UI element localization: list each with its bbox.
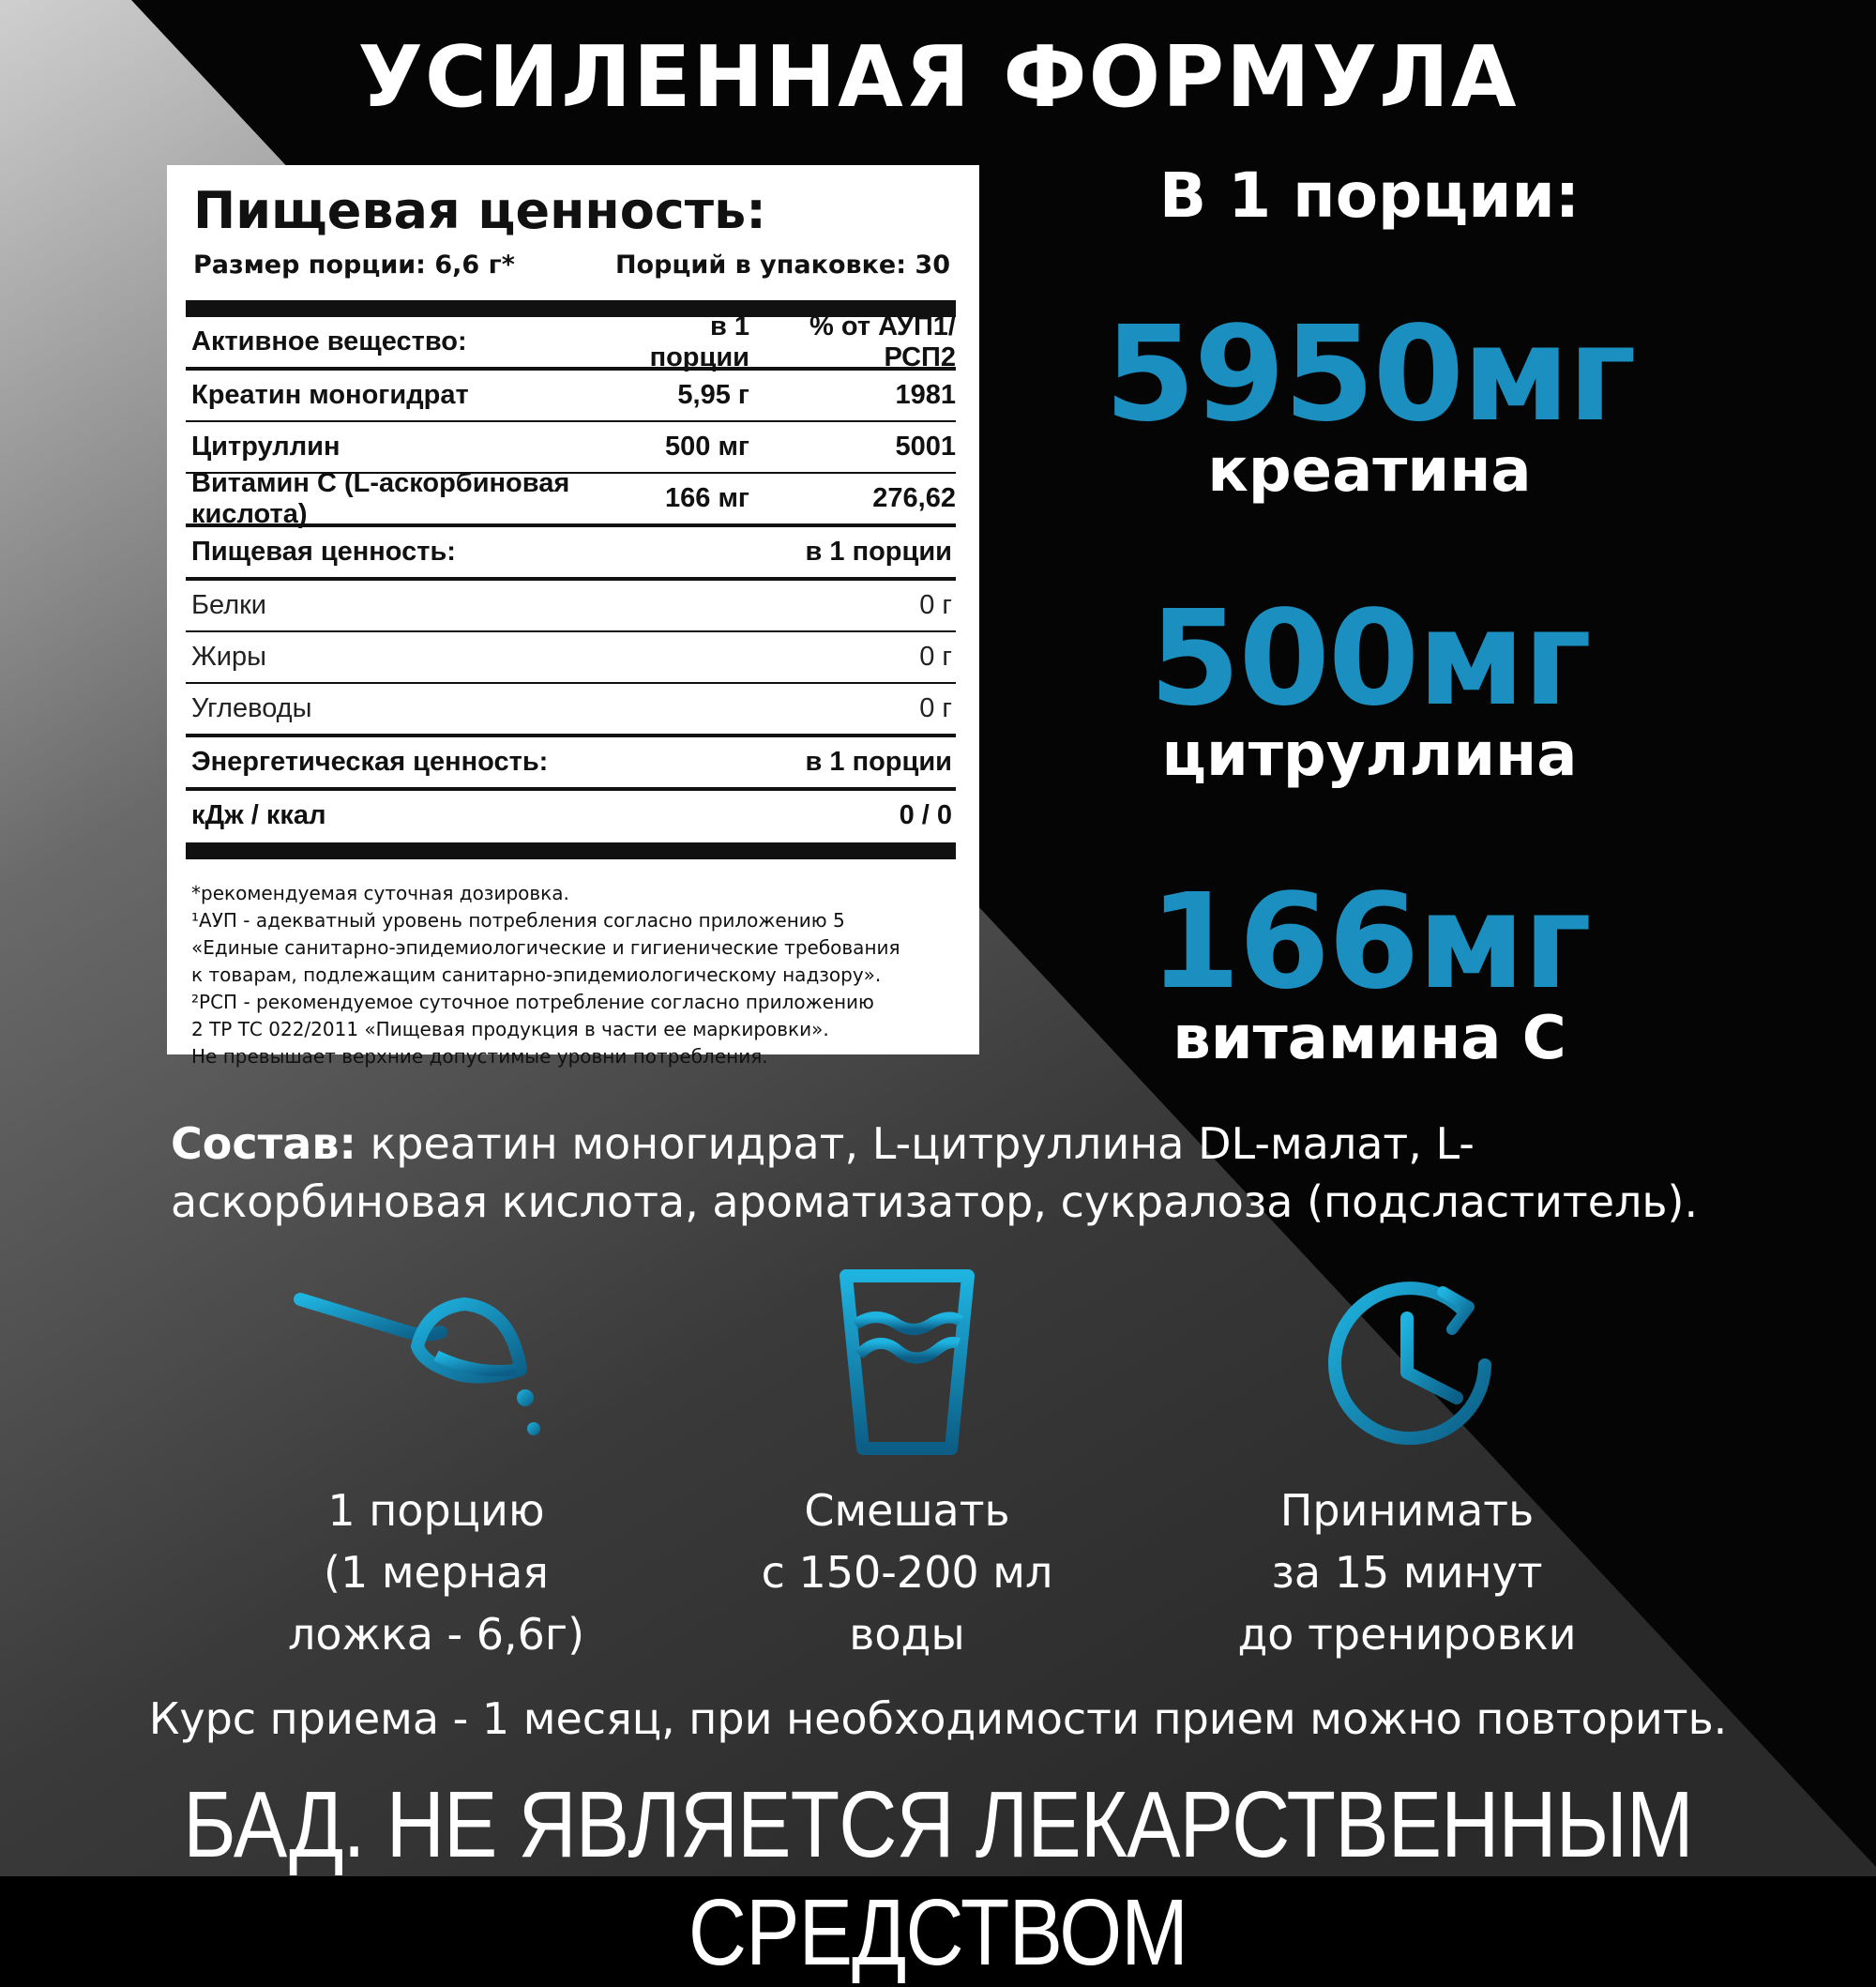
table-row (186, 581, 956, 632)
active-header-row (186, 311, 956, 372)
footnote-line: *рекомендуемая суточная дозировка. (191, 882, 569, 904)
active-header-name: Активное вещество: (191, 326, 467, 356)
energy-header-name: Энергетическая ценность: (191, 747, 549, 777)
per-portion-heading: В 1 порции: (1158, 159, 1581, 232)
composition-label: Состав: (171, 1118, 356, 1169)
footnote-line: ¹АУП - адекватный уровень потребления согласно приложению 5 (191, 909, 845, 932)
composition (171, 1115, 1765, 1231)
main-title: УСИЛЕННАЯ ФОРМУЛА (357, 28, 1519, 127)
nutrition-header-name: Пищевая ценность: (191, 537, 456, 567)
active-amount: 5,95 г (677, 380, 749, 410)
creatine-label: креатина (1207, 436, 1532, 506)
panel-title: Пищевая ценность: (193, 181, 766, 240)
active-amount: 166 мг (665, 483, 749, 513)
active-header-pct: % от АУП1/РСП2 (809, 311, 956, 372)
footnotes (186, 880, 956, 1070)
citrulline-label: цитруллина (1161, 720, 1578, 790)
divider-bar (186, 842, 956, 859)
servings-per-pack: Порций в упаковке: 30 (614, 250, 950, 280)
active-pct: 1981 (895, 380, 956, 410)
creatine-value: 5950мг (1104, 298, 1635, 451)
nutrition-panel (167, 165, 979, 1068)
active-name: Витамин С (L-аскорбиновая кислота) (191, 467, 570, 529)
composition-text: креатин моногидрат, L-цитруллина DL-малат, L-аскорбиновая кислота, ароматизатор, сукралоза (подсластитель). (171, 1118, 1699, 1227)
active-amount: 500 мг (665, 432, 749, 462)
nutrient-name: Жиры (191, 642, 266, 672)
vitamin-c-value: 166мг (1149, 866, 1590, 1019)
table-row (186, 632, 956, 684)
footnote-line: «Единые санитарно-эпидемиологические и гигиенические требования (191, 936, 900, 959)
step-line: ложка - 6,6г) (287, 1609, 585, 1660)
disclaimer: БАД. НЕ ЯВЛЯЕТСЯ ЛЕКАРСТВЕННЫМ СРЕДСТВОМ (183, 1772, 1693, 1985)
footnote-line: к товарам, подлежащим санитарно-эпидемиологическому надзору». (191, 963, 882, 986)
table-row (186, 422, 956, 474)
course-note: Курс приема - 1 месяц, при необходимости прием можно повторить. (148, 1693, 1728, 1744)
footnote-line: 2 ТР ТС 022/2011 «Пищевая продукция в части ее маркировки». (191, 1018, 829, 1040)
step-timing (1172, 1479, 1642, 1665)
energy-header-value: в 1 порции (805, 747, 952, 777)
nutrient-name: Белки (191, 590, 267, 620)
glass-icon (837, 1268, 977, 1456)
active-pct: 5001 (895, 432, 956, 462)
step-mix (673, 1479, 1142, 1665)
step-line: воды (849, 1609, 965, 1660)
step-line: 1 порцию (327, 1485, 545, 1536)
energy-name: кДж / ккал (191, 800, 326, 830)
table-row (186, 684, 956, 737)
energy-value: 0 / 0 (899, 800, 952, 830)
serving-size: Размер порции: 6,6 г* (193, 250, 515, 280)
step-line: (1 мерная (324, 1547, 549, 1598)
table-row (186, 467, 956, 529)
step-line: Смешать (804, 1485, 1010, 1536)
clock-icon (1321, 1271, 1499, 1449)
active-pct: 276,62 (872, 483, 956, 513)
energy-header-row (186, 737, 956, 791)
active-name: Креатин моногидрат (191, 380, 469, 410)
nutrient-name: Углеводы (191, 693, 312, 723)
scoop-icon (286, 1281, 549, 1449)
nutrition-header-value: в 1 порции (805, 537, 952, 567)
nutrient-value: 0 г (919, 590, 952, 620)
active-header-amount: в 1 порции (649, 311, 749, 372)
footnote-line: ²РСП - рекомендуемое суточное потребление согласно приложению (191, 991, 874, 1013)
step-dose (202, 1479, 671, 1665)
step-line: Принимать (1279, 1485, 1535, 1536)
step-line: с 150-200 мл (761, 1547, 1053, 1598)
citrulline-value: 500мг (1149, 583, 1590, 736)
serving-info (186, 244, 956, 287)
table-row (186, 371, 956, 422)
vitamin-c-label: витамина С (1172, 1004, 1566, 1073)
nutrient-value: 0 г (919, 693, 952, 723)
nutrition-header-row (186, 527, 956, 581)
nutrient-value: 0 г (919, 642, 952, 672)
footnote-line: Не превышает верхние допустимые уровни потребления. (191, 1045, 768, 1068)
step-line: за 15 минут (1271, 1547, 1543, 1598)
table-row (186, 791, 956, 841)
step-line: до тренировки (1237, 1609, 1577, 1660)
active-name: Цитруллин (191, 432, 340, 462)
